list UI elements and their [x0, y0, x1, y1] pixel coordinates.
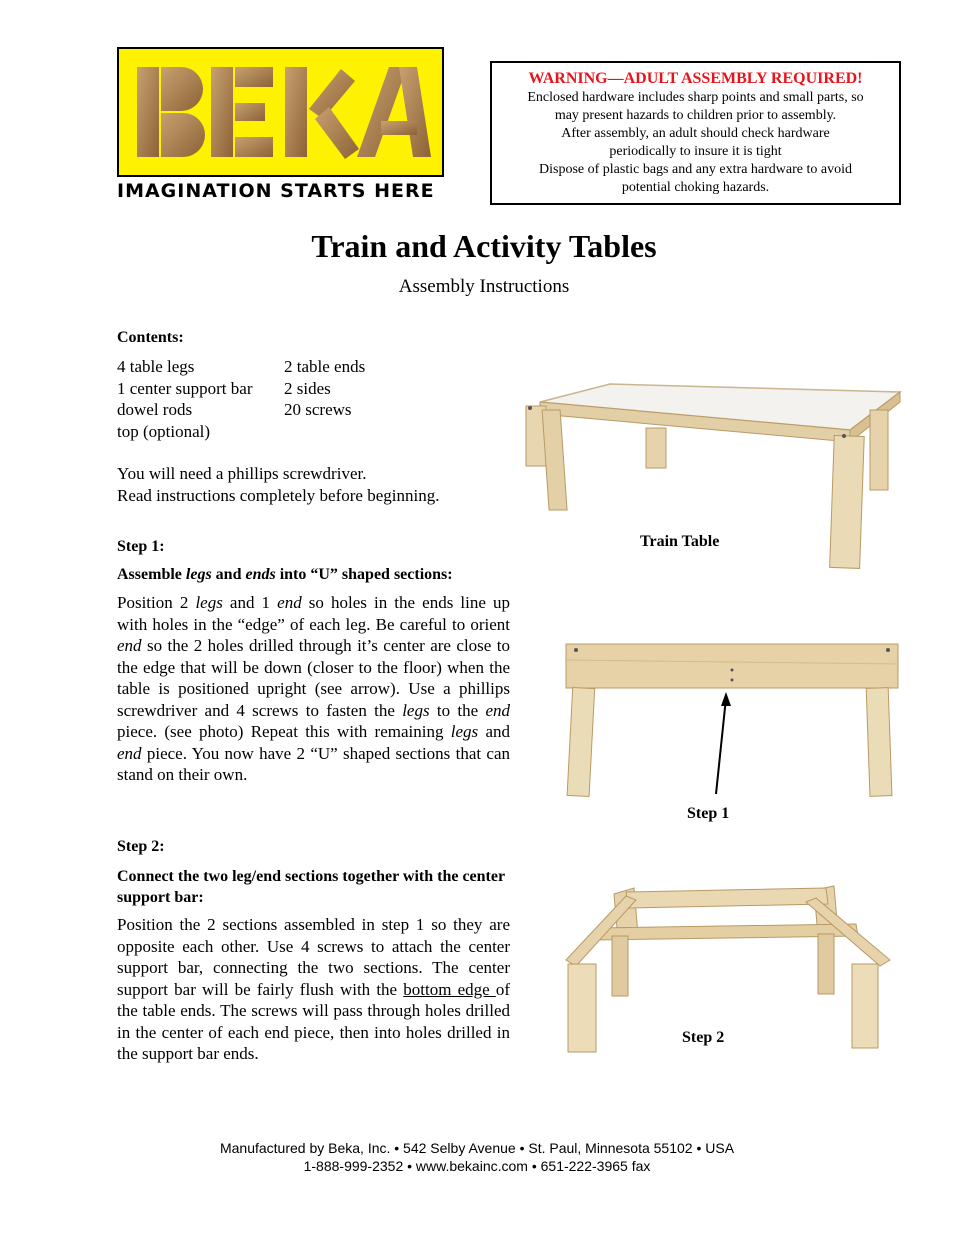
- warning-title: WARNING—ADULT ASSEMBLY REQUIRED!: [528, 70, 863, 87]
- text-run: into “U” shaped sections:: [275, 566, 453, 583]
- contents-item: 4 table legs: [117, 357, 195, 376]
- contents-item: 2 table ends: [284, 357, 366, 376]
- step2-photo: [556, 884, 896, 1059]
- page-title: Train and Activity Tables: [311, 228, 657, 264]
- text-run: piece. You now have 2 “U” shaped sections that can stand on their own.: [117, 743, 510, 784]
- note-read-first: Read instructions completely before beginning.: [117, 485, 440, 505]
- text-run: ends: [245, 566, 276, 583]
- step1-heading: Step 1:: [117, 538, 165, 555]
- text-run: piece. (see photo) Repeat this with remaining: [117, 722, 451, 741]
- contents-item: 2 sides: [284, 378, 331, 398]
- text-run: legs: [195, 593, 223, 612]
- text-run: and: [478, 722, 510, 741]
- text-run: of the table ends. The screws will pass through holes drilled in the center of each end piece, then into holes drilled in the support bar ends.: [117, 979, 510, 1063]
- step1-subheading: [117, 566, 453, 584]
- step2-body: [117, 914, 510, 1065]
- warning-box: [490, 61, 901, 205]
- text-run: Assemble: [117, 566, 186, 583]
- footer-address: Manufactured by Beka, Inc. • 542 Selby Avenue • St. Paul, Minnesota 55102 • USA: [219, 1140, 735, 1156]
- warning-line: may present hazards to children prior to assembly.: [554, 108, 837, 123]
- note-screwdriver: You will need a phillips screwdriver.: [117, 464, 367, 483]
- contents-item: 20 screws: [284, 400, 352, 419]
- caption-step1: Step 1: [687, 805, 730, 822]
- arrow-head-icon: [721, 692, 731, 706]
- step1-body: [117, 592, 510, 786]
- page-subtitle: Assembly Instructions: [398, 276, 570, 297]
- warning-line: potential choking hazards.: [621, 180, 770, 195]
- contents-item: top (optional): [117, 421, 211, 441]
- text-run: legs: [185, 566, 212, 583]
- text-run: bottom edge: [403, 979, 496, 999]
- text-run: end: [117, 636, 142, 655]
- step1-photo: [562, 640, 902, 800]
- list-item: [117, 378, 497, 400]
- text-run: Position the 2 sections assembled in step 1 so they are opposite each other. Use 4 screws to attach the center support bar, connecting the two sections. The center support bar will be fairly flush with the: [117, 915, 510, 999]
- warning-line: Enclosed hardware includes sharp points and small parts, so: [527, 90, 864, 105]
- text-run: and: [211, 566, 246, 583]
- list-item: [117, 399, 497, 421]
- caption-step2: Step 2: [682, 1029, 725, 1046]
- text-run: and 1: [222, 593, 278, 612]
- step2-subheading: Connect the two leg/end sections together with the center support bar:: [117, 868, 505, 906]
- footer: [0, 1139, 954, 1175]
- notes: [117, 463, 537, 506]
- beka-block-letters-logo: [119, 49, 442, 175]
- text-run: end: [117, 743, 142, 763]
- warning-line: periodically to insure it is tight: [609, 144, 782, 159]
- warning-line: After assembly, an adult should check hardware: [561, 126, 830, 141]
- list-item: [117, 356, 497, 378]
- beka-logo: [117, 47, 444, 177]
- text-run: end: [277, 593, 302, 612]
- contents-heading: Contents:: [117, 329, 184, 346]
- contents-item: dowel rods: [117, 400, 193, 419]
- arrow-line: [716, 698, 726, 794]
- text-run: legs: [402, 700, 430, 720]
- caption-train-table: Train Table: [640, 533, 720, 550]
- logo-tagline: IMAGINATION STARTS HERE: [117, 180, 435, 202]
- text-run: end: [485, 700, 510, 720]
- text-run: so the 2 holes drilled through it’s center are close to the edge that will be down (closer to the floor) when the table is positioned upright (see arrow). Use a phillips screwdriver and 4 screws to fasten the: [117, 636, 510, 720]
- text-run: Position 2: [117, 593, 196, 612]
- text-run: to the: [429, 700, 486, 720]
- contents-list: [117, 356, 497, 442]
- contents-item: 1 center support bar: [117, 378, 253, 398]
- step2-heading: Step 2:: [117, 838, 165, 855]
- text-run: so holes in the ends line up with holes in the “edge” of each leg. Be careful to orient: [117, 593, 510, 634]
- list-item: [117, 421, 497, 443]
- text-run: legs: [450, 722, 479, 741]
- footer-contact: 1-888-999-2352 • www.bekainc.com • 651-222-3965 fax: [303, 1158, 651, 1174]
- warning-line: Dispose of plastic bags and any extra hardware to avoid: [539, 162, 852, 177]
